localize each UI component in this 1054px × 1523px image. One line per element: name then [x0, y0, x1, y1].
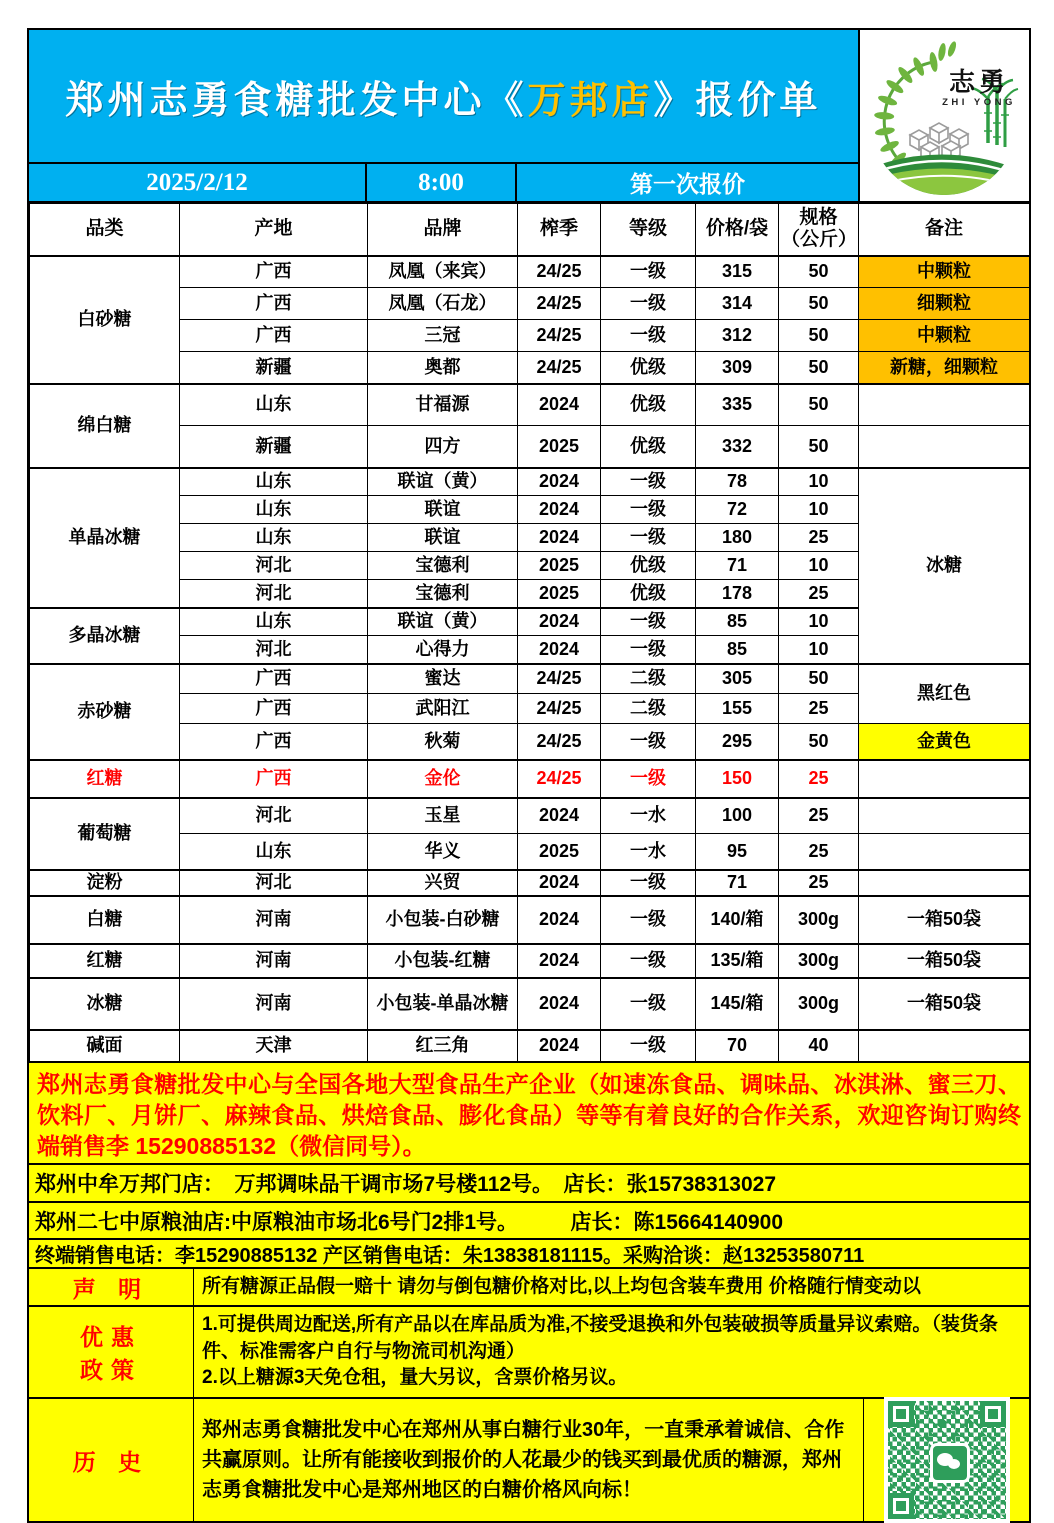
history-label: 历 史	[29, 1399, 194, 1521]
table-row: 新疆 奥都 24/25 优级 309 50 新糖，细颗粒	[30, 352, 1030, 384]
svg-text:志勇: 志勇	[948, 66, 1009, 97]
statement-content: 所有糖源正品假一赔十 请勿与倒包糖价格对比,以上均包含装车费用 价格随行情变动以	[194, 1269, 1029, 1305]
history-section	[29, 1399, 1029, 1521]
col-grade: 等级	[601, 204, 696, 256]
svg-text:ZHI YONG: ZHI YONG	[941, 96, 1016, 108]
table-row: 葡萄糖 河北 玉星 2024 一水 100 25	[30, 798, 1030, 834]
policy-label: 优惠 政策	[29, 1307, 194, 1397]
table-row: 河北 宝德利 2025 优级 71 10	[30, 552, 1030, 580]
table-row: 山东 联谊 2024 一级 180 25	[30, 524, 1030, 552]
table-row: 广西 秋菊 24/25 一级 295 50 金黄色	[30, 724, 1030, 760]
price-table	[29, 203, 1030, 1062]
company-logo	[860, 30, 1029, 201]
price-sheet	[27, 28, 1031, 1523]
col-origin: 产地	[180, 204, 368, 256]
cell-remark-merged: 冰糖	[859, 468, 1030, 664]
statement-section	[29, 1269, 1029, 1307]
table-row: 单晶冰糖 山东 联谊（黄） 2024 一级 78 10 冰糖	[30, 468, 1030, 496]
store-address-zhongyuan: 郑州二七中原粮油店:中原粮油市场北6号门2排1号。 店长：陈15664140900	[29, 1203, 1029, 1240]
wechat-icon	[930, 1443, 970, 1483]
sheet-header	[29, 30, 1029, 203]
qr-finder-icon	[980, 1401, 1006, 1427]
date-row	[29, 164, 858, 201]
title-bar	[29, 30, 858, 164]
table-row: 赤砂糖 广西 蜜达 24/25 二级 305 50 黑红色	[30, 664, 1030, 694]
cell-remark-golden: 金黄色	[859, 724, 1030, 760]
store-name: 万邦店	[527, 79, 654, 122]
statement-label: 声 明	[29, 1269, 194, 1305]
table-row: 新疆 四方 2025 优级 332 50	[30, 426, 1030, 468]
table-row: 广西 武阳江 24/25 二级 155 25	[30, 694, 1030, 724]
col-remark: 备注	[859, 204, 1030, 256]
history-content: 郑州志勇食糖批发中心在郑州从事白糖行业30年，一直秉承着诚信、合作共赢原则。让所有能接收到报价的人花最少的钱买到最优质的糖源，郑州志勇食糖批发中心是郑州地区的白糖价格风向标！	[194, 1399, 864, 1521]
col-category: 品类	[30, 204, 180, 256]
table-row: 河北 宝德利 2025 优级 178 25	[30, 580, 1030, 608]
cooperation-intro: 郑州志勇食糖批发中心与全国各地大型食品生产企业（如速冻食品、调味品、冰淇淋、蜜三刀、饮料厂、月饼厂、麻辣食品、烘焙食品、膨化食品）等等有着良好的合作关系，欢迎咨询订购终端销售李 15290885132（微信同号）。	[29, 1063, 1029, 1165]
logo-graphic	[866, 35, 1024, 197]
policy-section	[29, 1307, 1029, 1399]
table-row: 红糖 河南 小包装-红糖 2024 一级 135/箱 300g 一箱50袋	[30, 944, 1030, 978]
table-row: 山东 华义 2025 一水 95 25	[30, 834, 1030, 870]
table-header-row	[30, 204, 1030, 256]
qr-finder-icon	[888, 1493, 914, 1519]
table-row: 淀粉 河北 兴贸 2024 一级 71 25	[30, 870, 1030, 896]
col-season: 榨季	[518, 204, 601, 256]
quote-round: 第一次报价	[630, 171, 745, 197]
table-row: 多晶冰糖 山东 联谊（黄） 2024 一级 85 10	[30, 608, 1030, 636]
policy-content: 1.可提供周边配送,所有产品以在库品质为准,不接受退换和外包装破损等质量异议索赔。（装货条件、标准需客户自行与物流司机沟通） 2.以上糖源3天免仓租，量大另议，含票价格另议。	[194, 1307, 1029, 1397]
col-spec: 规格 （公斤）	[779, 204, 859, 256]
sales-contacts: 终端销售电话：李15290885132 产区销售电话：朱13838181115。采购洽谈：赵13253580711	[29, 1240, 1029, 1269]
quote-time: 8:00	[367, 164, 517, 201]
table-row: 白糖 河南 小包装-白砂糖 2024 一级 140/箱 300g 一箱50袋	[30, 896, 1030, 944]
col-price: 价格/袋	[696, 204, 779, 256]
page-title: 郑州志勇食糖批发中心《万邦店》报价单	[65, 79, 822, 122]
table-row: 山东 联谊 2024 一级 72 10	[30, 496, 1030, 524]
table-row: 绵白糖 山东 甘福源 2024 优级 335 50	[30, 384, 1030, 426]
wechat-qr-code	[884, 1397, 1010, 1523]
table-row: 河北 心得力 2024 一级 85 10	[30, 636, 1030, 664]
table-row: 广西 凤凰（石龙） 24/25 一级 314 50 细颗粒	[30, 288, 1030, 320]
store-address-wanbang: 郑州中牟万邦门店： 万邦调味品干调市场7号楼112号。 店长：张15738313027	[29, 1165, 1029, 1203]
sheet-footer	[29, 1062, 1029, 1521]
col-brand: 品牌	[368, 204, 518, 256]
quote-date: 2025/2/12	[29, 164, 367, 201]
table-row-highlight-red: 红糖 广西 金伦 24/25 一级 150 25	[30, 760, 1030, 798]
table-row: 碱面 天津 红三角 2024 一级 70 40	[30, 1030, 1030, 1062]
table-row: 广西 三冠 24/25 一级 312 50 中颗粒	[30, 320, 1030, 352]
qr-finder-icon	[888, 1401, 914, 1427]
table-row: 白砂糖 广西 凤凰（来宾） 24/25 一级 315 50 中颗粒	[30, 256, 1030, 288]
wechat-qr-cell	[864, 1399, 1029, 1521]
cell-remark: 中颗粒	[859, 256, 1030, 288]
table-row: 冰糖 河南 小包装-单晶冰糖 2024 一级 145/箱 300g 一箱50袋	[30, 978, 1030, 1030]
cell-category: 白砂糖	[30, 256, 180, 384]
